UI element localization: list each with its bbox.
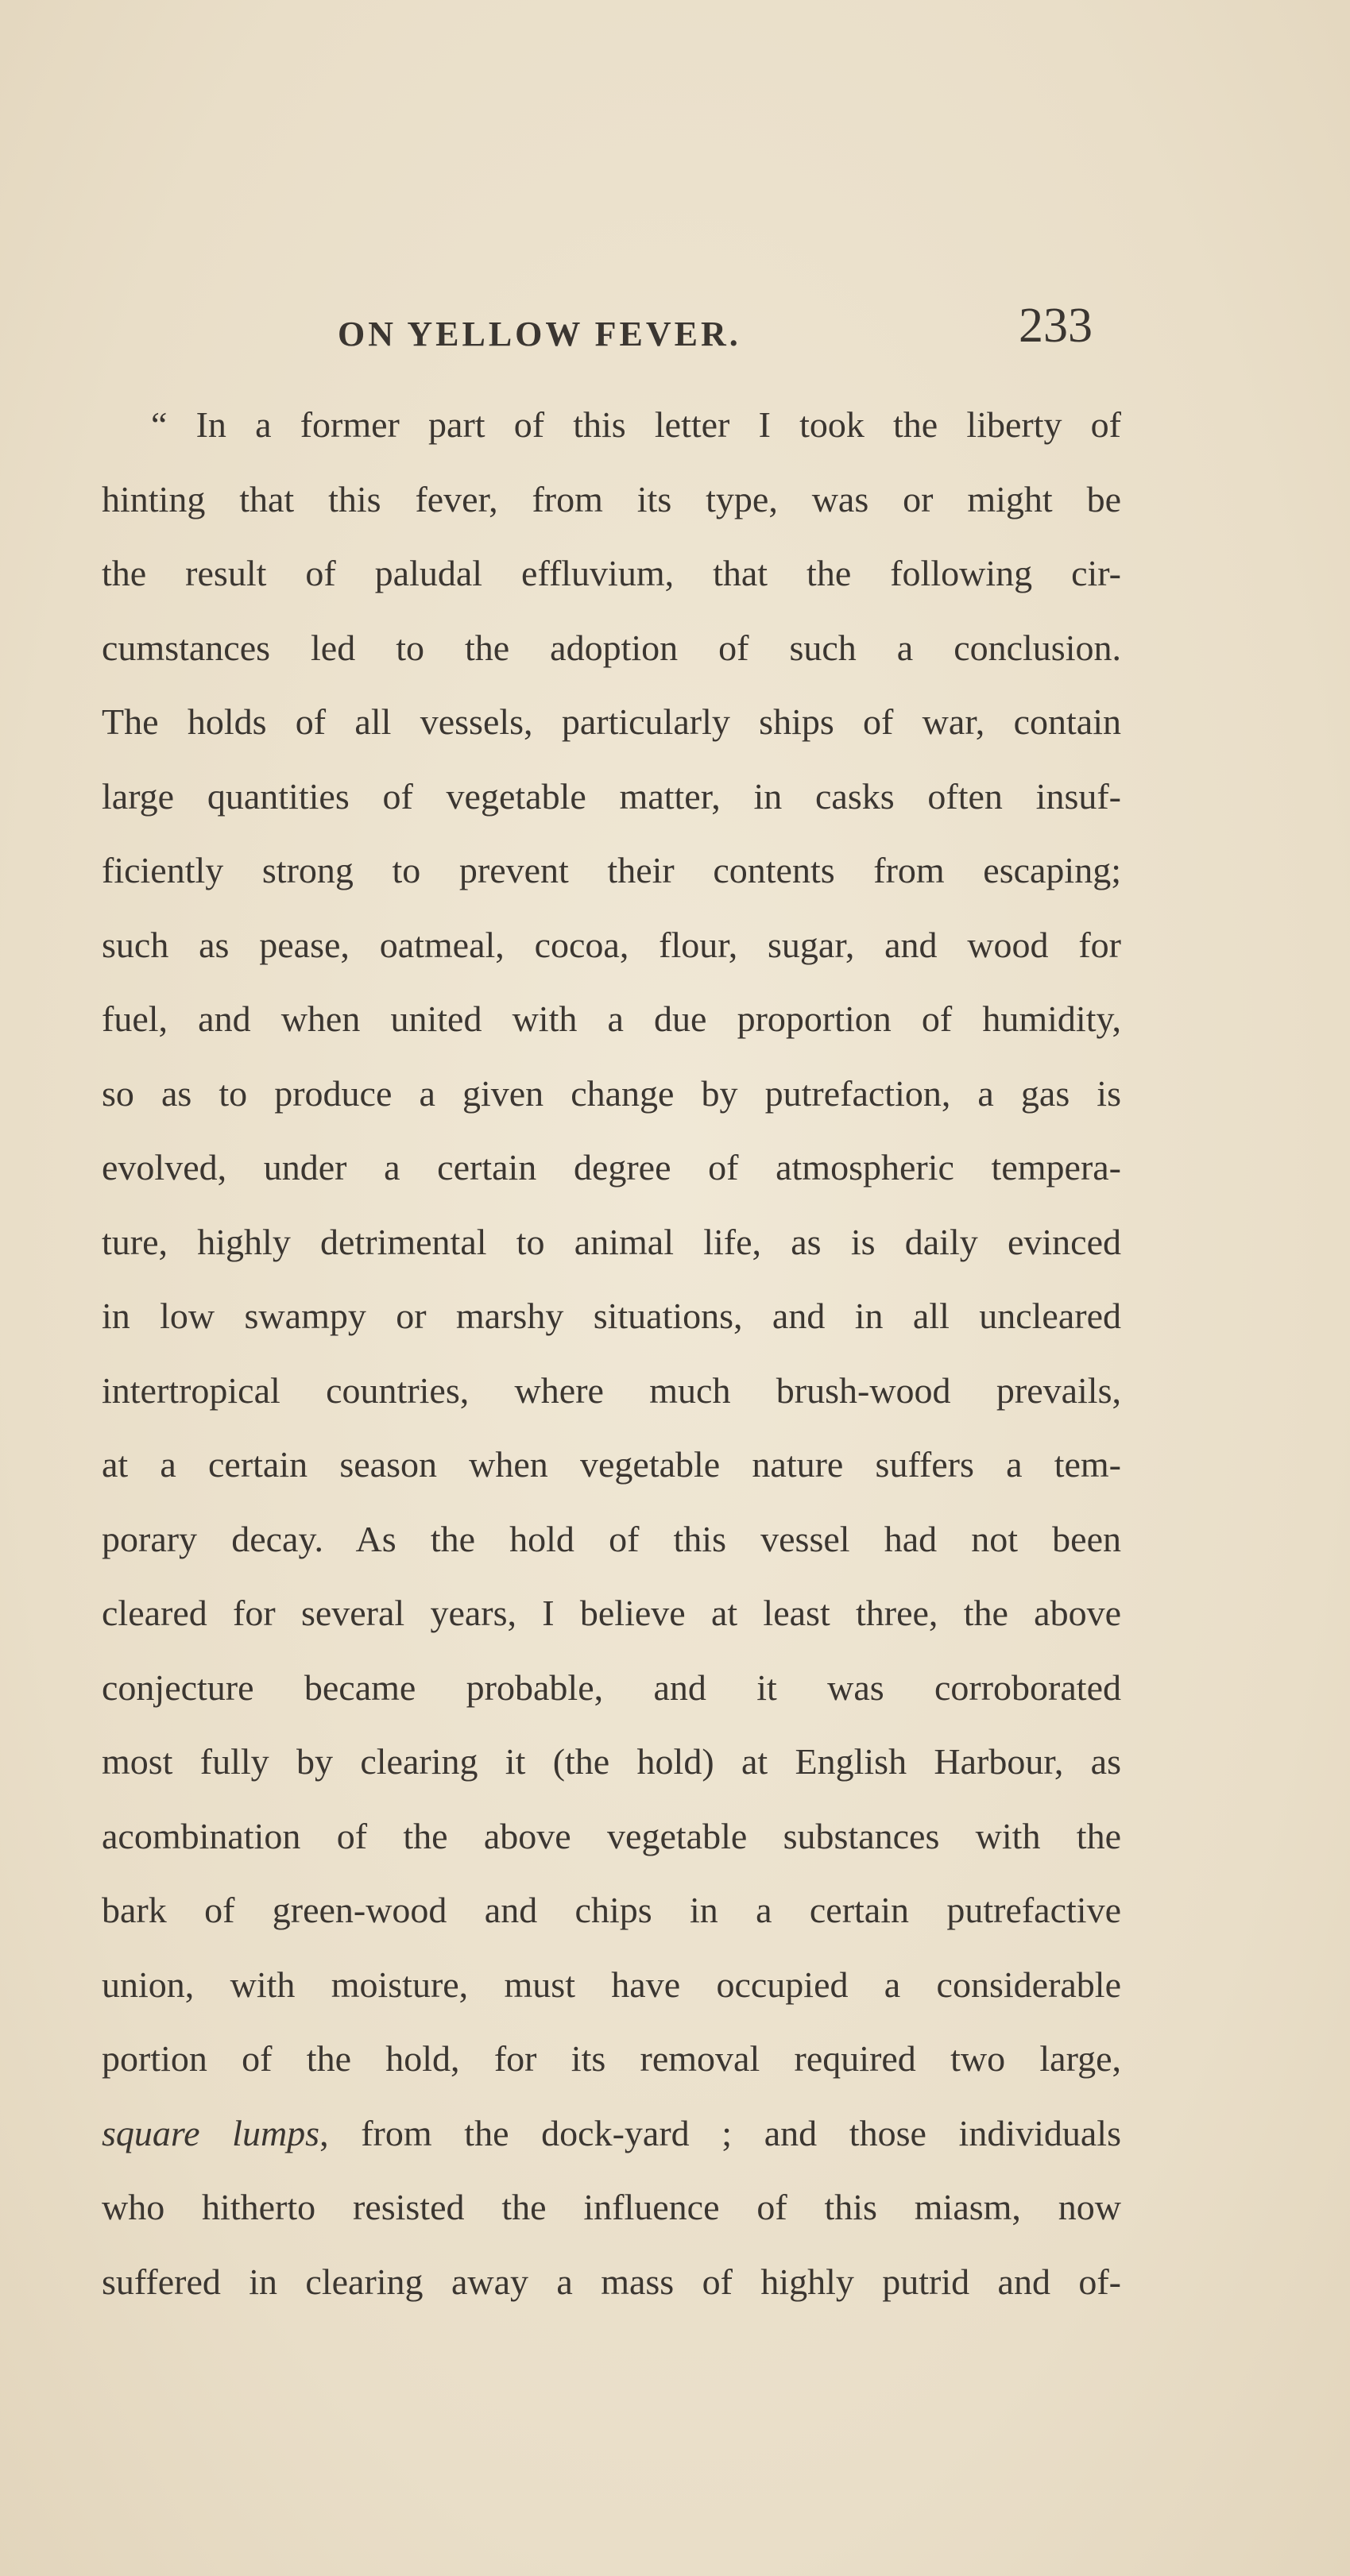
text-line: union, with moisture, must have occupied a considerable — [102, 1964, 1121, 2005]
text-line: suffered in clearing away a mass of highly putrid and of- — [102, 2261, 1121, 2302]
text-line: bark of green-wood and chips in a certain putrefactive — [102, 1890, 1121, 1930]
text-line: in low swampy or marshy situations, and in all uncleared — [102, 1296, 1121, 1336]
italic-phrase: square lumps — [102, 2112, 320, 2153]
text-line: hinting that this fever, from its type, was or might be — [102, 478, 1121, 519]
text-line: portion of the hold, for its removal required two large, — [102, 2038, 1121, 2079]
text-line: ture, highly detrimental to animal life, as is daily evinced — [102, 1221, 1121, 1262]
text-line: conjecture became probable, and it was corroborated — [102, 1666, 1121, 1708]
text-line: intertropical countries, where much brush-wood prevails, — [102, 1369, 1121, 1411]
text-line: porary decay. As the hold of this vessel had not been — [102, 1518, 1121, 1559]
text-line: the result of paludal effluvium, that the following cir- — [102, 553, 1121, 593]
text-line: most fully by clearing it (the hold) at English Harbour, as — [102, 1741, 1121, 1782]
text-line: The holds of all vessels, particularly ships of war, contain — [102, 701, 1121, 742]
text-line — [102, 2106, 1121, 2180]
text-line: such as pease, oatmeal, cocoa, flour, sugar, and wood for — [102, 924, 1121, 965]
page-number: 233 — [1019, 299, 1093, 353]
text-line: “ In a former part of this letter I took the liberty of — [151, 404, 1121, 445]
text-line: cumstances led to the adoption of such a conclusion. — [102, 627, 1121, 668]
text-line: ficiently strong to prevent their contents from escaping; — [102, 850, 1121, 890]
text-line: who hitherto resisted the influence of this miasm, now — [102, 2187, 1121, 2227]
body-text — [102, 397, 1121, 2328]
text-line: fuel, and when united with a due proportion of humidity, — [102, 998, 1121, 1039]
text-line: so as to produce a given change by putrefaction, a gas is — [102, 1072, 1121, 1114]
text-line: large quantities of vegetable matter, in casks often insuf- — [102, 775, 1121, 817]
text-line: cleared for several years, I believe at least three, the above — [102, 1593, 1121, 1633]
text-line: evolved, under a certain degree of atmospheric tempera- — [102, 1147, 1121, 1188]
text-line: acombination of the above vegetable substances with the — [102, 1815, 1121, 1856]
running-head: ON YELLOW FEVER. — [338, 315, 741, 353]
text-line: at a certain season when vegetable nature suffers a tem- — [102, 1444, 1121, 1485]
line-rest: , from the dock-yard ; and those individuals — [319, 2112, 1121, 2153]
